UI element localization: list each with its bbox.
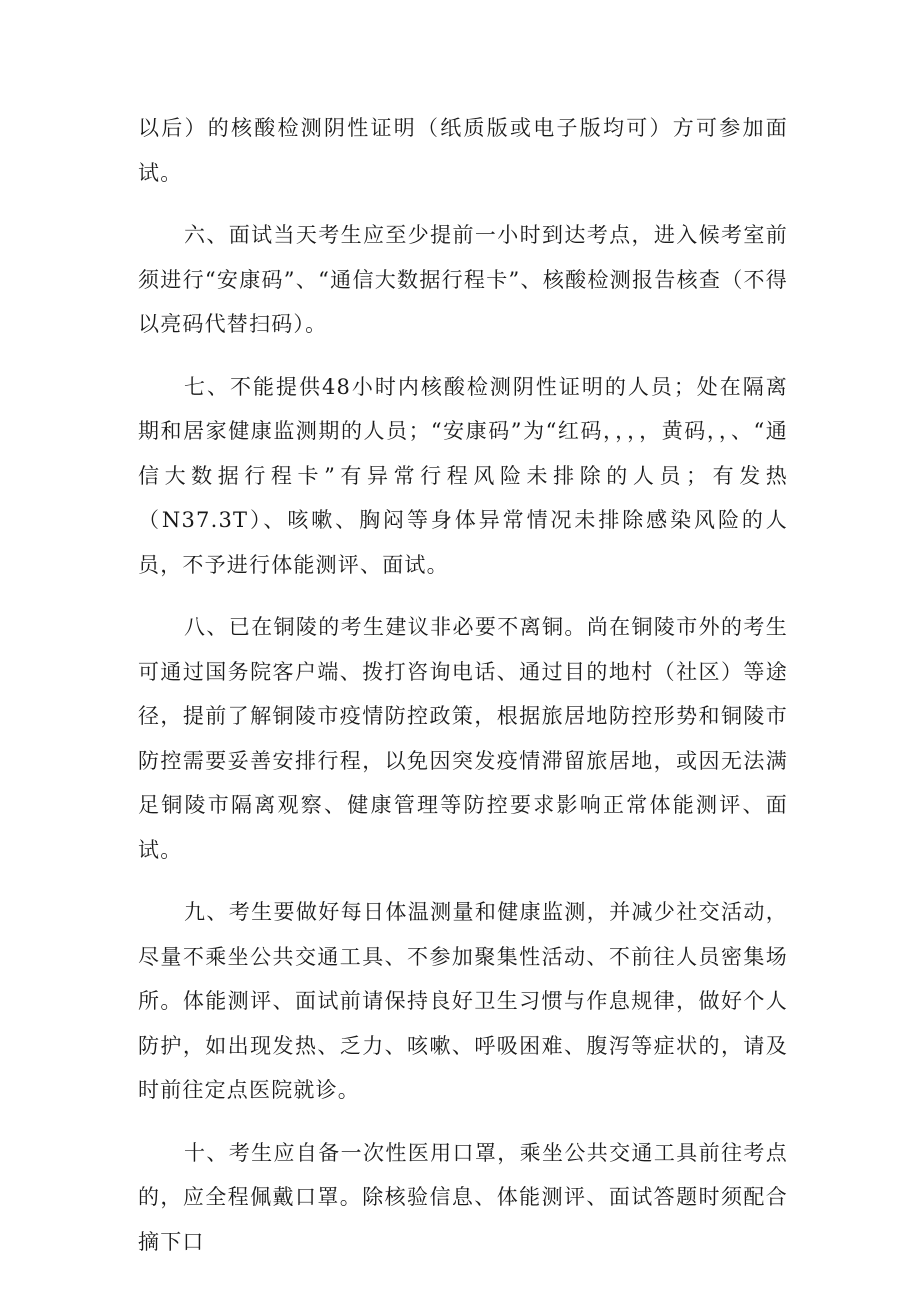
paragraph-item-7: 七、不能提供48小时内核酸检测阴性证明的人员；处在隔离期和居家健康监测期的人员；“安康码”为“红码，，，，黄码，，、“通信大数据行程卡”有异常行程风险未排除的人员；有发热（N37.3T）、咳嗽、胸闷等身体异常情况未排除感染风险的人员，不予进行体能测评、面试。	[138, 374, 788, 577]
paragraph-continuation: 以后）的核酸检测阴性证明（纸质版或电子版均可）方可参加面试。	[138, 116, 788, 185]
paragraph-item-9: 九、考生要做好每日体温测量和健康监测，并减少社交活动，尽量不乘坐公共交通工具、不参加聚集性活动、不前往人员密集场所。体能测评、面试前请保持良好卫生习惯与作息规律，做好个人防护，如出现发热、乏力、咳嗽、呼吸困难、腹泻等症状的，请及时前往定点医院就诊。	[138, 900, 788, 1102]
paragraph-item-8: 八、已在铜陵的考生建议非必要不离铜。尚在铜陵市外的考生可通过国务院客户端、拨打咨询电话、通过目的地村（社区）等途径，提前了解铜陵市疫情防控政策，根据旅居地防控形势和铜陵市防控需要妥善安排行程，以免因突发疫情滞留旅居地，或因无法满足铜陵市隔离观察、健康管理等防控要求影响正常体能测评、面试。	[138, 615, 788, 862]
paragraph-item-10: 十、考生应自备一次性医用口罩，乘坐公共交通工具前往考点的，应全程佩戴口罩。除核验信息、体能测评、面试答题时须配合摘下口	[138, 1140, 788, 1254]
paragraph-item-6: 六、面试当天考生应至少提前一小时到达考点，进入候考室前须进行“安康码”、“通信大数据行程卡”、核酸检测报告核查（不得以亮码代替扫码）。	[138, 223, 788, 336]
document-body	[138, 106, 788, 1264]
